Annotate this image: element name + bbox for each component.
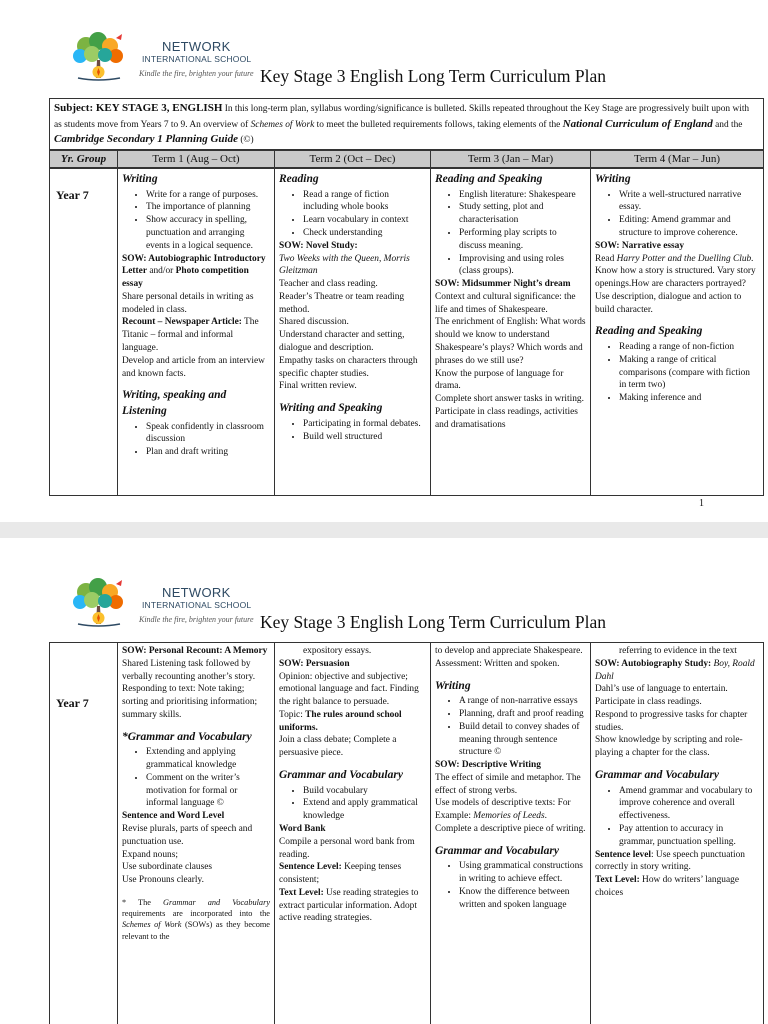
term-2-cell (274, 642, 431, 1024)
text: : Use speech punctuation correctly in story writing. (595, 849, 745, 873)
list-item: • Check understanding (303, 227, 426, 240)
text: Develop and article from an interview and known facts. (122, 355, 265, 379)
header-term-1: Term 1 (Aug – Oct) (117, 150, 275, 168)
school-subtitle: INTERNATIONAL SCHOOL (142, 600, 252, 610)
text: The effect of simile and metaphor. The effect of strong verbs. (435, 772, 581, 796)
list-item: • Reading a range of non-fiction (619, 341, 759, 354)
page-2 (0, 538, 768, 1024)
list-item: • Build detail to convey shades of meaning through sentence structure © (459, 721, 586, 759)
text: Schemes of Work (122, 920, 182, 930)
bullet-list (609, 785, 759, 849)
intro-bold: National Curriculum of England (562, 117, 713, 130)
school-tagline: Kindle the fire, brighten your future (139, 69, 254, 78)
list-item: • Comment on the writer’s motivation for formal or informal language © (146, 772, 270, 810)
text: Opinion: objective and subjective; emotional language and fact. Finding the right balance to persuade. (279, 671, 419, 708)
book-title: Boy, Roald Dahl (595, 658, 755, 682)
sow-label: SOW: Descriptive Writing (435, 760, 541, 771)
term-1-cell (117, 642, 275, 1024)
text: Use reading strategies to extract particular information. Adopt active reading strategies. (279, 887, 419, 924)
term-3-cell (430, 168, 591, 496)
section-heading: Grammar and Vocabulary (435, 844, 559, 857)
term-4-cell (590, 168, 764, 496)
list-item: • Performing play scripts to discuss meaning. (459, 227, 586, 253)
sow-label: SOW: Persuasion (279, 658, 350, 669)
bullet-list (136, 421, 270, 459)
text: Keeping tenses consistent; (279, 862, 402, 886)
list-item: • Study setting, plot and characterisation (459, 201, 586, 227)
sow-label: Sentence level (595, 849, 651, 860)
bullet-list (293, 418, 426, 444)
text: Topic: (279, 709, 306, 720)
section-heading: Writing, speaking and Listening (122, 389, 227, 417)
footnote (122, 897, 270, 942)
text: Know the purpose of language for drama. (435, 368, 564, 392)
list-item: • Improvising and using roles (class groups). (459, 253, 586, 279)
list-item: • Show accuracy in spelling, punctuation and arranging events in a logical sequence. (146, 214, 270, 252)
term-3-cell (430, 642, 591, 1024)
book-title: Harry Potter and the Duelling Club. (616, 253, 754, 264)
text: Respond to progressive tasks for chapter studies. (595, 709, 748, 733)
text: to develop and appreciate Shakespeare. (435, 646, 583, 656)
section-heading: Grammar and Vocabulary (595, 769, 719, 782)
section-heading: Reading (279, 173, 319, 185)
list-item: • Plan and draft writing (146, 446, 270, 459)
text: Share personal details in writing as modeled in class. (122, 291, 254, 315)
subject-lead: Subject: KEY STAGE 3, ENGLISH (54, 102, 223, 114)
bullet-list (449, 189, 586, 278)
intro-text: and the (712, 119, 743, 130)
header-yr-group: Yr. Group (49, 150, 118, 168)
text: Understand character and setting, dialogue and description. (279, 330, 405, 353)
intro-italic: Schemes of Work (250, 119, 315, 130)
subject-intro (49, 98, 764, 150)
text: Use subordinate clauses (122, 862, 213, 873)
list-item: • Write a well-structured narrative essay. (619, 189, 759, 215)
text: Context and cultural significance: the life and times of Shakespeare. (435, 291, 576, 315)
text: Use description, dialogue and action to build character. (595, 291, 742, 315)
text: Dahl’s use of language to entertain. (595, 684, 728, 695)
text: Shared Listening task followed by verbally recounting another’s story. (122, 658, 256, 682)
year-cell: Year 7 (49, 168, 118, 496)
sow-label: Recount – Newspaper Article: (122, 317, 242, 328)
list-item: • The importance of planning (146, 201, 270, 214)
bullet-list (293, 189, 426, 240)
text: Participate in class readings. (595, 697, 702, 708)
school-logo-tree-icon (64, 576, 134, 632)
section-heading: Writing (122, 173, 158, 185)
list-item: • Build well structured (303, 431, 426, 444)
text: Expand nouns; (122, 849, 178, 860)
list-item: • A range of non-narrative essays (459, 695, 586, 708)
list-item: • Planning, draft and proof reading (459, 708, 586, 721)
text: Reader’s Theatre or team reading method. (279, 291, 405, 315)
text: Show knowledge by scripting and role-playing a chapter for the class. (595, 735, 743, 759)
page-header (64, 30, 724, 90)
sow-label: SOW: Novel Study: (279, 240, 358, 251)
intro-text: (©) (237, 135, 254, 146)
list-item: • Amend grammar and vocabulary to improve coherence and overall effectiveness. (619, 785, 759, 823)
list-item: • Read a range of fiction including whole books (303, 189, 426, 215)
bullet-list (136, 189, 270, 253)
section-heading: Reading and Speaking (595, 325, 703, 338)
sow-label: Photo competition essay (122, 266, 249, 290)
intro-text: In this long-term plan, syllabus wording/significance is bulleted. Skills repeated throughout the Key Stage are progressively built upon with as students move from Years 7 to 9. An overview of (54, 104, 750, 130)
school-subtitle: INTERNATIONAL SCHOOL (142, 54, 252, 64)
text: Complete short answer tasks in writing. (435, 394, 584, 405)
text: referring to evidence in the text (619, 646, 737, 656)
list-item: • Learn vocabulary in context (303, 214, 426, 227)
document-title: Key Stage 3 English Long Term Curriculum Plan (260, 612, 606, 632)
page-header (64, 576, 724, 636)
text: Responding to text: Note taking; sorting and prioritising information; summary skills. (122, 684, 258, 720)
header-term-4: Term 4 (Mar – Jun) (590, 150, 764, 168)
text: Read (595, 253, 617, 264)
term-2-cell (274, 168, 431, 496)
text: Revise plurals, parts of speech and punctuation use. (122, 824, 253, 847)
sow-label: SOW: Autobiographic Introductory Letter (122, 253, 266, 277)
list-item: • Editing: Amend grammar and structure to improve coherence. (619, 214, 759, 240)
text: Join a class debate; Complete a persuasive piece. (279, 735, 397, 759)
sow-label: SOW: Autobiography Study: (595, 658, 712, 669)
header-term-2: Term 2 (Oct – Dec) (274, 150, 431, 168)
book-title: Two Weeks with the Queen, Morris Gleitzman (279, 253, 410, 277)
intro-text: to meet the bulleted requirements follows, taking elements of the (314, 119, 563, 130)
text: (SOWs) as they become relevant to the (122, 920, 270, 941)
text: Know how a story is structured. Vary story openings.How are characters portrayed? (595, 266, 756, 290)
text: Compile a personal word bank from reading. (279, 836, 415, 860)
bullet-list (293, 785, 426, 823)
list-item: • Participating in formal debates. (303, 418, 426, 431)
list-item: • Pay attention to accuracy in grammar, punctuation spelling. (619, 823, 759, 849)
sow-label: Text Level: (279, 887, 324, 898)
school-name: NETWORK (162, 585, 231, 600)
list-item: • Write for a range of purposes. (146, 189, 270, 202)
page-number: 1 (699, 498, 704, 509)
text: Shared discussion. (279, 317, 349, 328)
section-heading: Writing (595, 173, 631, 185)
section-heading: Writing (435, 679, 471, 692)
text: Empathy tasks on characters through specific chapter studies. (279, 355, 418, 379)
list-item: • Using grammatical constructions in writing to achieve effect. (459, 860, 586, 886)
bullet-list (609, 189, 759, 240)
bullet-list (449, 860, 586, 911)
text: The enrichment of English: What words should we know to understand Shakespeare’s plays? Which words and phrases do we still use? (435, 317, 586, 366)
text: Teacher and class reading. (279, 279, 378, 290)
list-item: • English literature: Shakespeare (459, 189, 586, 202)
sow-label: Sentence Level: (279, 862, 342, 873)
sow-label: SOW: Personal Recount: A Memory (122, 646, 268, 656)
list-item: • Making a range of critical comparisons (compare with fiction in term two) (619, 354, 759, 392)
book-title: Memories of Leeds (473, 811, 545, 822)
sow-label: Word Bank (279, 824, 326, 834)
term-4-cell (590, 642, 764, 1024)
text: . (544, 811, 547, 822)
school-logo-tree-icon (64, 30, 134, 86)
term-1-cell (117, 168, 275, 496)
text: Complete a descriptive piece of writing. (435, 824, 586, 834)
sow-label: SOW: Midsummer Night’s dream (435, 279, 571, 290)
text: Use Pronouns clearly. (122, 875, 204, 886)
text: requirements are incorporated into the (122, 909, 270, 919)
header-term-3: Term 3 (Jan – Mar) (430, 150, 591, 168)
text: The Titanic – formal and informal language. (122, 317, 259, 353)
sow-label: Text Level: (595, 875, 640, 886)
school-name: NETWORK (162, 39, 231, 54)
list-item: • Extending and applying grammatical knowledge (146, 746, 270, 772)
text: and/or (146, 266, 176, 277)
sow-label: Sentence and Word Level (122, 811, 225, 822)
list-item: • Speak confidently in classroom discussion (146, 421, 270, 447)
section-heading: Writing and Speaking (279, 402, 383, 415)
list-item: • Extend and apply grammatical knowledge (303, 797, 426, 823)
section-heading: Reading and Speaking (435, 173, 543, 185)
section-heading: Grammar and Vocabulary (279, 769, 403, 782)
text: Use models of descriptive texts: For Example: (435, 798, 571, 822)
sow-label: The rules around school uniforms. (279, 709, 402, 733)
bullet-list (609, 341, 759, 405)
sow-label: SOW: Narrative essay (595, 240, 685, 251)
bullet-list (136, 746, 270, 810)
section-heading: *Grammar and Vocabulary (122, 730, 252, 743)
school-tagline: Kindle the fire, brighten your future (139, 615, 254, 624)
text: Participate in class readings, activities and dramatisations (435, 406, 578, 430)
document-title: Key Stage 3 English Long Term Curriculum Plan (260, 66, 606, 86)
text: Assessment: Written and spoken. (435, 658, 560, 669)
list-item: • Making inference and (619, 392, 759, 405)
intro-bold: Cambridge Secondary 1 Planning Guide (54, 133, 238, 146)
list-item: • Know the difference between written and spoken language (459, 886, 586, 912)
text: Grammar and Vocabulary (162, 897, 270, 907)
text: Final written review. (279, 381, 357, 392)
text: * The (122, 897, 163, 907)
text: How do writers’ language choices (595, 875, 739, 898)
list-item: • Build vocabulary (303, 785, 426, 798)
year-cell: Year 7 (49, 642, 118, 1024)
bullet-list (449, 695, 586, 759)
text: expository essays. (303, 646, 372, 656)
